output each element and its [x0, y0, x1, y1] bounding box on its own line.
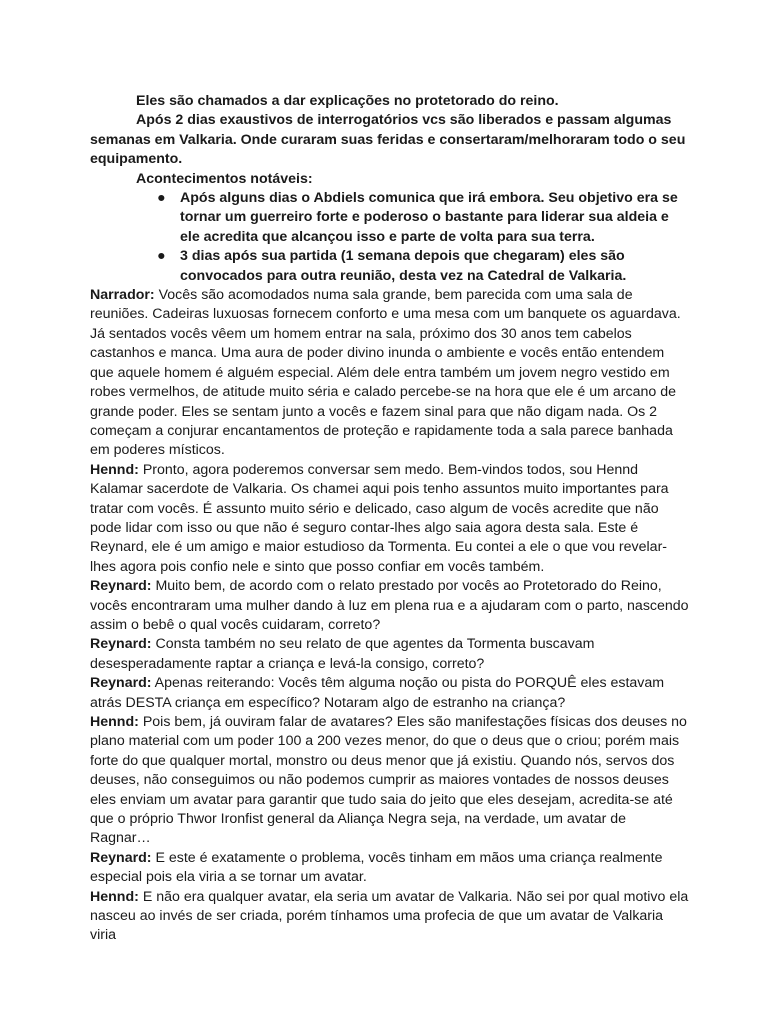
list-item [90, 247, 690, 286]
speaker-name: Reynard: [90, 636, 152, 653]
dialogue-paragraph [90, 461, 690, 577]
notable-events-list [90, 189, 690, 286]
speaker-name: Reynard: [90, 675, 152, 692]
dialogue-text: Apenas reiterando: Vocês têm alguma noção ou pista do PORQUÊ eles estavam atrás DESTA criança em específico? Notaram algo de estranho na criança? [90, 675, 665, 711]
dialogue-text: Pois bem, já ouviram falar de avatares? Eles são manifestações físicas dos deuses no plano material com um poder 100 a 200 vezes menor, do que o deus que o criou; porém mais forte do que qualquer mortal, monstro ou deus menor que já existiu. Quando nós, servos dos deuses, não conseguimos ou não podemos cumprir as maiores vontades de nossos deuses eles enviam um avatar para garantir que tudo saia do jeito que eles desejam, acredita-se até que o próprio Thwor Ironfist general da Aliança Negra seja, na verdade, um avatar de Ragnar… [90, 714, 687, 847]
speaker-name: Reynard: [90, 849, 152, 866]
dialogue-paragraph [90, 888, 690, 946]
notable-events-heading: Acontecimentos notáveis: [136, 170, 313, 187]
dialogue-paragraph [90, 635, 690, 674]
speaker-name: Reynard: [90, 578, 152, 595]
document-page [90, 92, 690, 946]
dialogue-text: E este é exatamente o problema, vocês tinham em mãos uma criança realmente especial pois ela viria a se tornar um avatar. [90, 849, 663, 886]
intro-line-2: Após 2 dias exaustivos de interrogatórios vcs são liberados e passam algumas semanas em Valkaria. Onde curaram suas feridas e consertaram/melhoraram todo o seu equipamento. [90, 112, 686, 168]
dialogue-text: E não era qualquer avatar, ela seria um avatar de Valkaria. Não sei por qual motivo ela nasceu ao invés de ser criada, porém tínhamos uma profecia de que um avatar de Valkaria viria [90, 888, 689, 944]
speaker-name: Hennd: [90, 461, 139, 478]
dialogue-paragraph [90, 577, 690, 635]
speaker-name: Hennd: [90, 888, 139, 905]
intro-line-1: Eles são chamados a dar explicações no protetorado do reino. [136, 93, 559, 109]
list-item-text: 3 dias após sua partida (1 semana depois que chegaram) eles são convocados para outra reunião, desta vez na Catedral de Valkaria. [180, 248, 627, 284]
dialogue-paragraph [90, 286, 690, 461]
dialogue-text: Consta também no seu relato de que agentes da Tormenta buscavam desesperadamente raptar a criança e levá-la consigo, correto? [90, 636, 595, 672]
list-item-text: Após alguns dias o Abdiels comunica que irá embora. Seu objetivo era se tornar um guerreiro forte e poderoso o bastante para liderar sua aldeia e ele acredita que alcançou isso e parte de volta para sua terra. [180, 190, 678, 245]
dialogue-paragraph [90, 849, 690, 888]
speaker-name: Narrador: [90, 287, 155, 304]
dialogue-text: Muito bem, de acordo com o relato prestado por vocês ao Protetorado do Reino, vocês encontraram uma mulher dando à luz em plena rua e a ajudaram com o parto, nascendo assim o bebê o qual vocês cuidaram, correto? [90, 578, 689, 633]
bullet-icon: ● [157, 190, 166, 207]
dialogue-text: Vocês são acomodados numa sala grande, bem parecida com uma sala de reuniões. Cadeiras luxuosas fornecem conforto e uma mesa com um banquete os aguardava. Já sentados vocês vêem um homem entrar na sala, próximo dos 30 anos tem cabelos castanhos e manca. Uma aura de poder divino inunda o ambiente e vocês então entendem que aquele homem é alguém especial. Além dele entra também um jovem negro vestido em robes vermelhos, de atitude muito séria e calado percebe-se na hora que ele é um arcano de grande poder. Eles se sentam junto a vocês e fazem sinal para que não digam nada. Os 2 começam a conjurar encantamentos de proteção e rapidamente toda a sala parece banhada em poderes místicos. [90, 287, 681, 459]
list-item [90, 189, 690, 247]
dialogue-paragraph [90, 674, 690, 713]
dialogue-paragraph [90, 713, 690, 849]
dialogue-text: Pronto, agora poderemos conversar sem medo. Bem-vindos todos, sou Hennd Kalamar sacerdote de Valkaria. Os chamei aqui pois tenho assuntos muito importantes para tratar com vocês. É assunto muito sério e delicado, caso algum de vocês acredite que não pode lidar com isso ou que não é seguro contar-lhes algo saia agora desta sala. Este é Reynard, ele é um amigo e maior estudioso da Tormenta. Eu contei a ele o que vou revelar-lhes agora pois confio nele e sinto que posso confiar em vocês também. [90, 461, 669, 575]
bullet-icon: ● [157, 248, 166, 265]
speaker-name: Hennd: [90, 714, 139, 730]
